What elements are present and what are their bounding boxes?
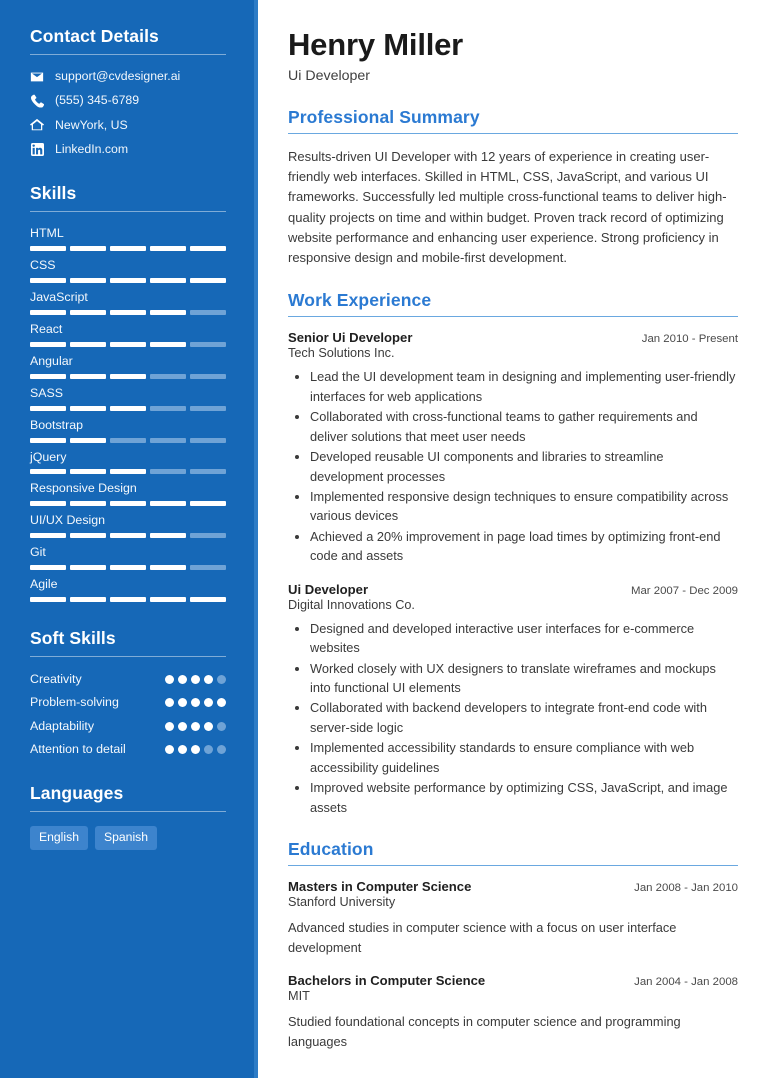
work-entry-header <box>288 330 738 345</box>
skill-item <box>30 513 226 538</box>
skill-level-segment <box>30 406 66 411</box>
page-title: Henry Miller <box>288 27 464 62</box>
skill-level-segment <box>190 342 226 347</box>
professional-summary-section <box>288 107 738 268</box>
work-experience-section <box>288 290 738 817</box>
skill-level-segment <box>150 374 186 379</box>
skill-level-segment <box>30 438 66 443</box>
skill-item <box>30 354 226 379</box>
skill-level-segment <box>150 501 186 506</box>
work-entry-company: Tech Solutions Inc. <box>288 346 395 361</box>
skill-level-segment <box>70 469 106 474</box>
languages-title: Languages <box>30 783 124 804</box>
work-entry-bullet: • Developed reusable UI components and libraries to streamline development processes <box>310 447 738 486</box>
skill-level-segment <box>70 246 106 251</box>
skill-level-segment <box>110 438 146 443</box>
education-entry-description: Advanced studies in computer science with a focus on user interface development <box>288 920 677 955</box>
soft-skill-rating <box>165 671 226 684</box>
skill-item-label: HTML <box>30 226 64 241</box>
languages-list <box>30 826 226 850</box>
education-entry-header <box>288 973 738 988</box>
skills-section <box>30 183 226 602</box>
rating-dot <box>165 722 174 731</box>
skill-level-segment <box>70 597 106 602</box>
work-entry-bullet: • Implemented accessibility standards to ensure compliance with web accessibility guidelines <box>310 738 738 777</box>
rating-dot <box>165 745 174 754</box>
contact-item-linkedin-text: LinkedIn.com <box>55 142 129 157</box>
work-experience-list <box>288 330 738 817</box>
skill-level-segment <box>150 438 186 443</box>
professional-summary-title: Professional Summary <box>288 106 480 127</box>
rating-dot <box>204 722 213 731</box>
skill-level-segment <box>70 501 106 506</box>
contact-item-linkedin[interactable] <box>30 142 226 157</box>
education-entry-date: Jan 2008 - Jan 2010 <box>634 882 738 895</box>
skill-level-segment <box>190 565 226 570</box>
rating-dot <box>178 745 187 754</box>
skill-level-segment <box>150 565 186 570</box>
skill-item <box>30 450 226 475</box>
skill-level-bar <box>30 278 226 283</box>
skill-item-label: SASS <box>30 385 64 400</box>
professional-summary-text: Results-driven UI Developer with 12 years of experience in creating user-friendly web interfaces. Skilled in HTML, CSS, JavaScript, and various UI frameworks. Successfully led multiple cross-functional teams to deliver high-quality projects on time and within budget. Proven track record of optimizing website performance and enhancing user experience. Strong proficiency in responsive design and mobile-first development. <box>288 149 727 265</box>
skill-level-segment <box>110 565 146 570</box>
skill-level-segment <box>110 374 146 379</box>
skill-level-bar <box>30 374 226 379</box>
skill-level-segment <box>190 533 226 538</box>
skill-level-bar <box>30 533 226 538</box>
skill-item-label: Git <box>30 545 46 560</box>
contact-item-email[interactable] <box>30 69 226 84</box>
skill-level-segment <box>110 597 146 602</box>
rating-dot <box>178 722 187 731</box>
skill-level-segment <box>150 342 186 347</box>
skill-item-label: Responsive Design <box>30 481 137 496</box>
education-list <box>288 879 738 1051</box>
skill-item <box>30 481 226 506</box>
skill-item-label: jQuery <box>30 449 67 464</box>
skill-level-segment <box>70 438 106 443</box>
contact-item-phone[interactable] <box>30 93 226 108</box>
professional-summary-divider <box>288 133 738 134</box>
skill-level-segment <box>190 310 226 315</box>
education-entry-degree: Masters in Computer Science <box>288 879 472 895</box>
work-entry-date: Jan 2010 - Present <box>641 333 738 346</box>
work-entry <box>288 582 738 817</box>
skill-level-segment <box>190 278 226 283</box>
work-entry-bullet: • Improved website performance by optimizing CSS, JavaScript, and image assets <box>310 778 738 817</box>
soft-skill-item <box>30 694 226 710</box>
work-entry-company: Digital Innovations Co. <box>288 597 415 612</box>
rating-dot <box>191 698 200 707</box>
skill-level-bar <box>30 246 226 251</box>
skill-item <box>30 545 226 570</box>
skill-level-segment <box>110 406 146 411</box>
skill-item-label: Bootstrap <box>30 417 84 432</box>
linkedin-icon <box>30 143 44 156</box>
skill-level-segment <box>190 438 226 443</box>
skill-item <box>30 290 226 315</box>
contact-item-phone-text: (555) 345-6789 <box>55 93 140 108</box>
skill-level-segment <box>110 310 146 315</box>
skill-level-segment <box>70 278 106 283</box>
envelope-icon <box>30 70 44 84</box>
skill-level-segment <box>70 310 106 315</box>
contact-list <box>30 69 226 157</box>
work-entry-bullet: • Lead the UI development team in designing and implementing user-friendly interfaces for web applications <box>310 367 738 406</box>
contact-details-divider <box>30 54 226 55</box>
rating-dot <box>217 722 226 731</box>
education-entry <box>288 973 738 1051</box>
rating-dot <box>165 698 174 707</box>
work-entry-bullet: • Achieved a 20% improvement in page load times by optimizing front-end code and assets <box>310 527 738 566</box>
skills-divider <box>30 211 226 212</box>
skill-level-segment <box>30 597 66 602</box>
rating-dot <box>191 722 200 731</box>
contact-item-email-text: support@cvdesigner.ai <box>55 69 181 83</box>
work-entry-header <box>288 582 738 597</box>
soft-skill-item <box>30 741 226 757</box>
skill-item-label: CSS <box>30 258 56 273</box>
skill-level-segment <box>110 469 146 474</box>
skill-level-segment <box>70 374 106 379</box>
skill-level-segment <box>190 501 226 506</box>
skill-item-label: UI/UX Design <box>30 513 106 528</box>
work-entry-role: Senior Ui Developer <box>288 330 413 346</box>
rating-dot <box>204 745 213 754</box>
contact-item-location[interactable] <box>30 118 226 133</box>
skill-level-segment <box>150 533 186 538</box>
skill-level-segment <box>150 278 186 283</box>
language-tag: English <box>30 826 88 850</box>
skill-level-segment <box>110 533 146 538</box>
skill-level-bar <box>30 597 226 602</box>
education-title: Education <box>288 839 374 860</box>
skill-level-segment <box>30 374 66 379</box>
skill-item-label: JavaScript <box>30 290 88 305</box>
skill-level-segment <box>150 597 186 602</box>
work-entry-bullet: • Worked closely with UX designers to translate wireframes and mockups into functional UI elements <box>310 659 738 698</box>
phone-icon <box>30 94 44 108</box>
skill-level-segment <box>110 246 146 251</box>
skill-level-segment <box>110 278 146 283</box>
skill-level-bar <box>30 342 226 347</box>
skill-level-segment <box>190 406 226 411</box>
education-entry <box>288 879 738 957</box>
soft-skill-item <box>30 718 226 734</box>
languages-section <box>30 783 226 850</box>
home-icon <box>30 118 44 132</box>
skill-level-segment <box>70 533 106 538</box>
skills-list <box>30 226 226 602</box>
skill-level-bar <box>30 469 226 474</box>
education-section <box>288 839 738 1051</box>
skill-level-segment <box>150 469 186 474</box>
skill-level-segment <box>30 501 66 506</box>
contact-details-title: Contact Details <box>30 26 159 46</box>
skill-item <box>30 386 226 411</box>
rating-dot <box>165 675 174 684</box>
rating-dot <box>217 675 226 684</box>
rating-dot <box>217 698 226 707</box>
skill-item <box>30 577 226 602</box>
skill-level-segment <box>30 565 66 570</box>
work-entry-role: Ui Developer <box>288 581 369 597</box>
work-entry-bullet: • Designed and developed interactive user interfaces for e-commerce websites <box>310 619 738 658</box>
work-entry-bullet: • Collaborated with cross-functional teams to gather requirements and deliver solutions that meet user needs <box>310 407 738 446</box>
rating-dot <box>191 745 200 754</box>
language-tag: Spanish <box>95 826 157 850</box>
education-entry-school: Stanford University <box>288 895 396 910</box>
work-entry-bullets <box>288 367 738 565</box>
skill-item-label: Angular <box>30 353 73 368</box>
skill-level-segment <box>190 469 226 474</box>
skill-level-segment <box>110 501 146 506</box>
skill-level-segment <box>30 342 66 347</box>
skill-level-segment <box>70 342 106 347</box>
skill-level-segment <box>150 246 186 251</box>
skill-level-segment <box>70 565 106 570</box>
skill-level-bar <box>30 310 226 315</box>
work-entry <box>288 330 738 565</box>
work-entry-date: Mar 2007 - Dec 2009 <box>630 584 738 597</box>
skill-level-segment <box>30 278 66 283</box>
skill-level-segment <box>190 597 226 602</box>
skill-level-bar <box>30 406 226 411</box>
rating-dot <box>204 698 213 707</box>
soft-skills-section <box>30 628 226 758</box>
work-entry-bullets <box>288 619 738 817</box>
skill-level-segment <box>70 406 106 411</box>
skill-item <box>30 322 226 347</box>
languages-divider <box>30 811 226 812</box>
work-entry-bullet: • Collaborated with backend developers to integrate front-end code with server-side logic <box>310 698 738 737</box>
job-title: Ui Developer <box>288 67 371 84</box>
skill-level-bar <box>30 438 226 443</box>
rating-dot <box>178 675 187 684</box>
skill-level-segment <box>110 342 146 347</box>
sidebar <box>0 0 258 1078</box>
skill-item <box>30 226 226 251</box>
soft-skill-rating <box>165 694 226 707</box>
education-entry-school: MIT <box>288 989 310 1004</box>
soft-skills-list <box>30 671 226 758</box>
education-entry-description: Studied foundational concepts in computer science and programming languages <box>288 1014 681 1049</box>
skill-item-label: React <box>30 322 63 337</box>
rating-dot <box>191 675 200 684</box>
rating-dot <box>204 675 213 684</box>
work-experience-divider <box>288 316 738 317</box>
soft-skill-rating <box>165 718 226 731</box>
skill-item <box>30 418 226 443</box>
contact-details-section <box>30 26 226 157</box>
skill-level-segment <box>30 469 66 474</box>
skill-level-segment <box>190 374 226 379</box>
skill-level-segment <box>150 310 186 315</box>
skill-item <box>30 258 226 283</box>
education-entry-degree: Bachelors in Computer Science <box>288 973 486 989</box>
soft-skill-label: Attention to detail <box>30 742 126 757</box>
main-content <box>258 0 768 1078</box>
contact-item-location-text: NewYork, US <box>55 117 128 132</box>
work-experience-title: Work Experience <box>288 289 432 310</box>
skill-level-bar <box>30 501 226 506</box>
skill-level-segment <box>30 533 66 538</box>
skill-level-segment <box>150 406 186 411</box>
education-entry-header <box>288 879 738 894</box>
soft-skill-item <box>30 671 226 687</box>
skill-item-label: Agile <box>30 577 58 592</box>
education-divider <box>288 865 738 866</box>
rating-dot <box>217 745 226 754</box>
soft-skills-title: Soft Skills <box>30 627 116 648</box>
soft-skills-divider <box>30 656 226 657</box>
soft-skill-label: Problem-solving <box>30 695 119 710</box>
soft-skill-label: Creativity <box>30 671 82 686</box>
rating-dot <box>178 698 187 707</box>
soft-skill-rating <box>165 741 226 754</box>
skill-level-bar <box>30 565 226 570</box>
skills-title: Skills <box>30 183 77 204</box>
soft-skill-label: Adaptability <box>30 718 95 733</box>
skill-level-segment <box>30 246 66 251</box>
education-entry-date: Jan 2004 - Jan 2008 <box>634 976 738 989</box>
work-entry-bullet: • Implemented responsive design techniques to ensure compatibility across various devices <box>310 487 738 526</box>
skill-level-segment <box>190 246 226 251</box>
skill-level-segment <box>30 310 66 315</box>
